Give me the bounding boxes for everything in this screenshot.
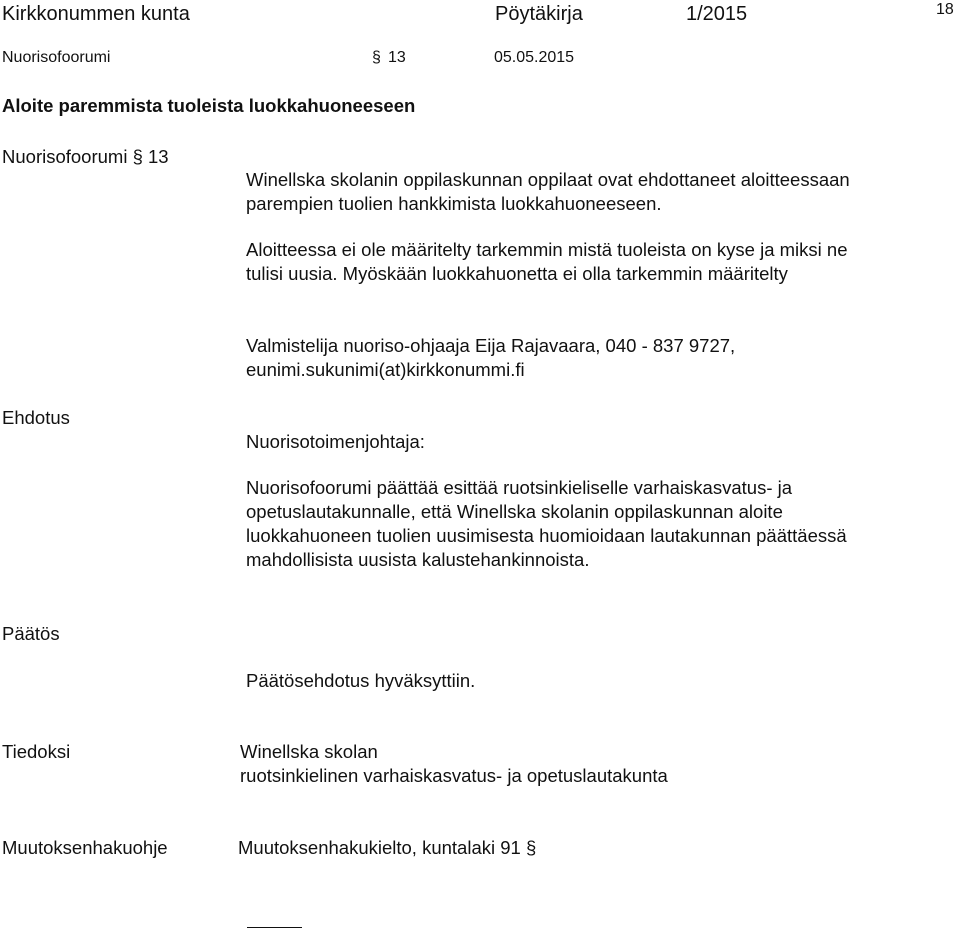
text-line: luokkahuoneen tuolien uusimisesta huomioidaan lautakunnan päättäessä: [246, 525, 847, 546]
decision-label: Päätös: [2, 623, 60, 644]
appeal-text-body: Muutoksenhakukielto, kuntalaki 91: [238, 837, 521, 858]
document-number: 1/2015: [686, 3, 748, 25]
appeal-symbol: §: [525, 837, 537, 858]
closing-rule: [247, 927, 302, 928]
proposal-text: [246, 476, 847, 572]
section-ref-number: 13: [148, 146, 169, 167]
section-number: 13: [388, 49, 406, 66]
meeting-date: 05.05.2015: [494, 49, 575, 66]
intro-paragraph-2: [246, 238, 848, 286]
appeal-label: Muutoksenhakuohje: [2, 837, 168, 858]
section-ref-body: Nuorisofoorumi: [2, 146, 128, 167]
text-line: tulisi uusia. Myöskään luokkahuonetta ei olla tarkemmin määritelty: [246, 263, 788, 284]
decision-text: Päätösehdotus hyväksyttiin.: [246, 670, 476, 691]
text-line: eunimi.sukunimi(at)kirkkonummi.fi: [246, 359, 525, 380]
text-line: mahdollisista uusista kalustehankinnoista.: [246, 549, 590, 570]
text-line: Aloitteessa ei ole määritelty tarkemmin mistä tuoleista on kyse ja miksi ne: [246, 239, 848, 260]
recipient: ruotsinkielinen varhaiskasvatus- ja opetuslautakunta: [240, 765, 668, 786]
info-label: Tiedoksi: [2, 741, 71, 762]
appeal-text: [238, 836, 536, 860]
page-number: 18: [936, 1, 954, 18]
section-ref: [2, 145, 169, 169]
info-recipients: [240, 740, 668, 788]
intro-paragraph-1: [246, 168, 850, 216]
proposal-label: Ehdotus: [2, 407, 70, 428]
municipality-name: Kirkkonummen kunta: [2, 3, 190, 25]
recipient: Winellska skolan: [240, 741, 378, 762]
text-line: opetuslautakunnalle, että Winellska skolanin oppilaskunnan aloite: [246, 501, 783, 522]
proposal-presenter: Nuorisotoimenjohtaja:: [246, 431, 425, 452]
text-line: Nuorisofoorumi päättää esittää ruotsinkieliselle varhaiskasvatus- ja: [246, 477, 793, 498]
text-line: Valmistelija nuoriso-ohjaaja Eija Rajavaara, 040 - 837 9727,: [246, 335, 736, 356]
section-ref-symbol: §: [132, 146, 143, 167]
document-type: Pöytäkirja: [495, 3, 583, 25]
page-title: Aloite paremmista tuoleista luokkahuoneeseen: [2, 95, 416, 116]
meeting-body: Nuorisofoorumi: [2, 49, 111, 66]
preparer-info: [246, 334, 735, 382]
section-symbol: §: [372, 49, 381, 66]
text-line: parempien tuolien hankkimista luokkahuoneeseen.: [246, 193, 662, 214]
text-line: Winellska skolanin oppilaskunnan oppilaat ovat ehdottaneet aloitteessaan: [246, 169, 850, 190]
